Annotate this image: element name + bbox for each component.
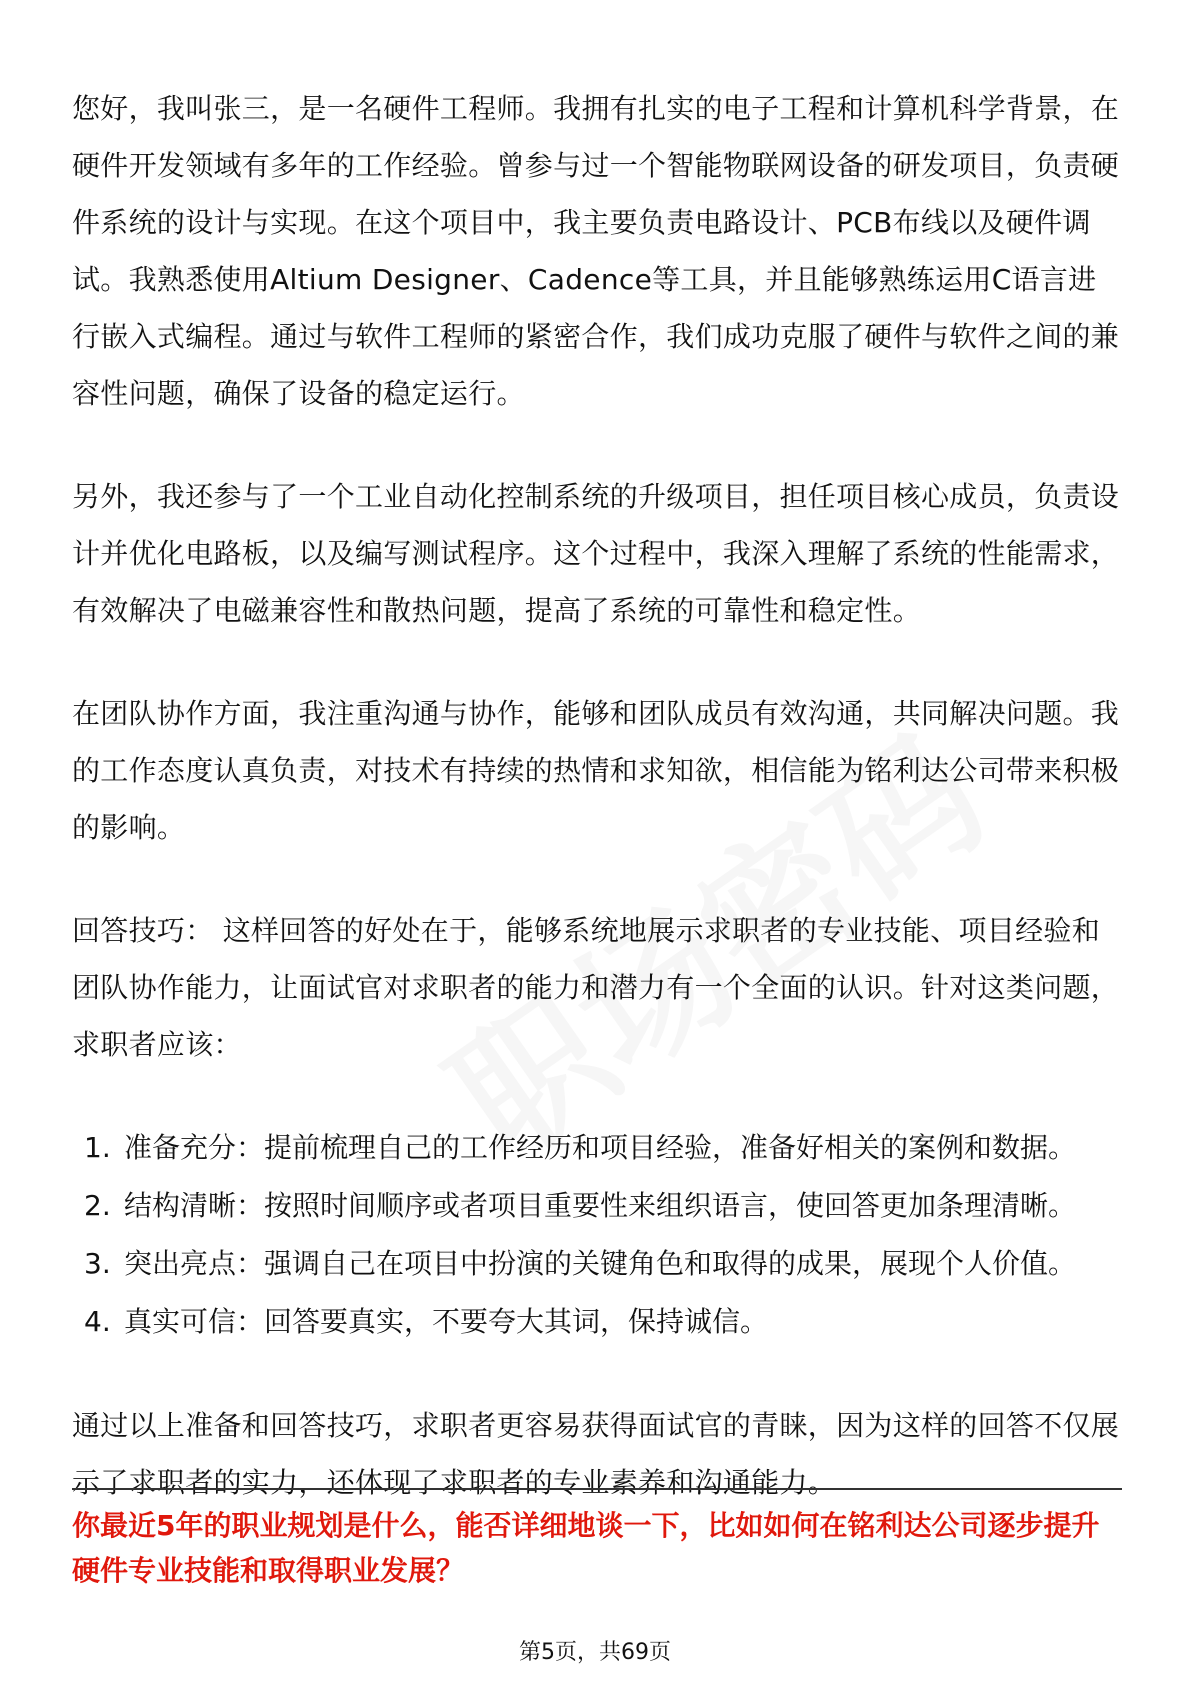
page-number-footer: 第5页，共69页 — [519, 1640, 671, 1665]
next-question-heading: 你最近5年的职业规划是什么，能否详细地谈一下，比如如何在铭利达公司逐步提升硬件专业技能和取得职业发展？ — [72, 1509, 1100, 1587]
closing-paragraph: 通过以上准备和回答技巧，求职者更容易获得面试官的青睐，因为这样的回答不仅展示了求职者的实力，还体现了求职者的专业素养和沟通能力。 — [72, 1409, 1120, 1499]
list-item — [72, 1177, 1122, 1235]
list-item-number: 3. — [84, 1247, 111, 1280]
list-item — [72, 1235, 1122, 1293]
list-item-text: 突出亮点：强调自己在项目中扮演的关键角色和取得的成果，展现个人价值。 — [124, 1247, 1077, 1280]
tips-list — [72, 1119, 1122, 1351]
list-item-text: 准备充分：提前梳理自己的工作经历和项目经验，准备好相关的案例和数据。 — [124, 1131, 1077, 1164]
list-item-number: 4. — [84, 1305, 111, 1338]
answer-tips-intro: 回答技巧： 这样回答的好处在于，能够系统地展示求职者的专业技能、项目经验和团队协作能力，让面试官对求职者的能力和潜力有一个全面的认识。针对这类问题，求职者应该： — [72, 914, 1120, 1061]
answer-body — [72, 80, 1122, 1557]
list-item — [72, 1293, 1122, 1351]
list-item-text: 真实可信：回答要真实，不要夸大其词，保持诚信。 — [124, 1305, 769, 1338]
list-item-number: 1. — [84, 1131, 111, 1164]
list-item — [72, 1119, 1122, 1177]
answer-paragraph-1: 您好，我叫张三，是一名硬件工程师。我拥有扎实的电子工程和计算机科学背景，在硬件开发领域有多年的工作经验。曾参与过一个智能物联网设备的研发项目，负责硬件系统的设计与实现。在这个项目中，我主要负责电路设计、PCB布线以及硬件调试。我熟悉使用Altium Designer、Cadence等工具，并且能够熟练运用C语言进行嵌入式编程。通过与软件工程师的紧密合作，我们成功克服了硬件与软件之间的兼容性问题，确保了设备的稳定运行。 — [72, 92, 1120, 410]
section-divider — [72, 1488, 1122, 1490]
list-item-text: 结构清晰：按照时间顺序或者项目重要性来组织语言，使回答更加条理清晰。 — [124, 1189, 1077, 1222]
answer-paragraph-3: 在团队协作方面，我注重沟通与协作，能够和团队成员有效沟通，共同解决问题。我的工作态度认真负责，对技术有持续的热情和求知欲，相信能为铭利达公司带来积极的影响。 — [72, 697, 1120, 844]
list-item-number: 2. — [84, 1189, 111, 1222]
answer-paragraph-2: 另外，我还参与了一个工业自动化控制系统的升级项目，担任项目核心成员，负责设计并优化电路板，以及编写测试程序。这个过程中，我深入理解了系统的性能需求，有效解决了电磁兼容性和散热问题，提高了系统的可靠性和稳定性。 — [72, 480, 1120, 627]
